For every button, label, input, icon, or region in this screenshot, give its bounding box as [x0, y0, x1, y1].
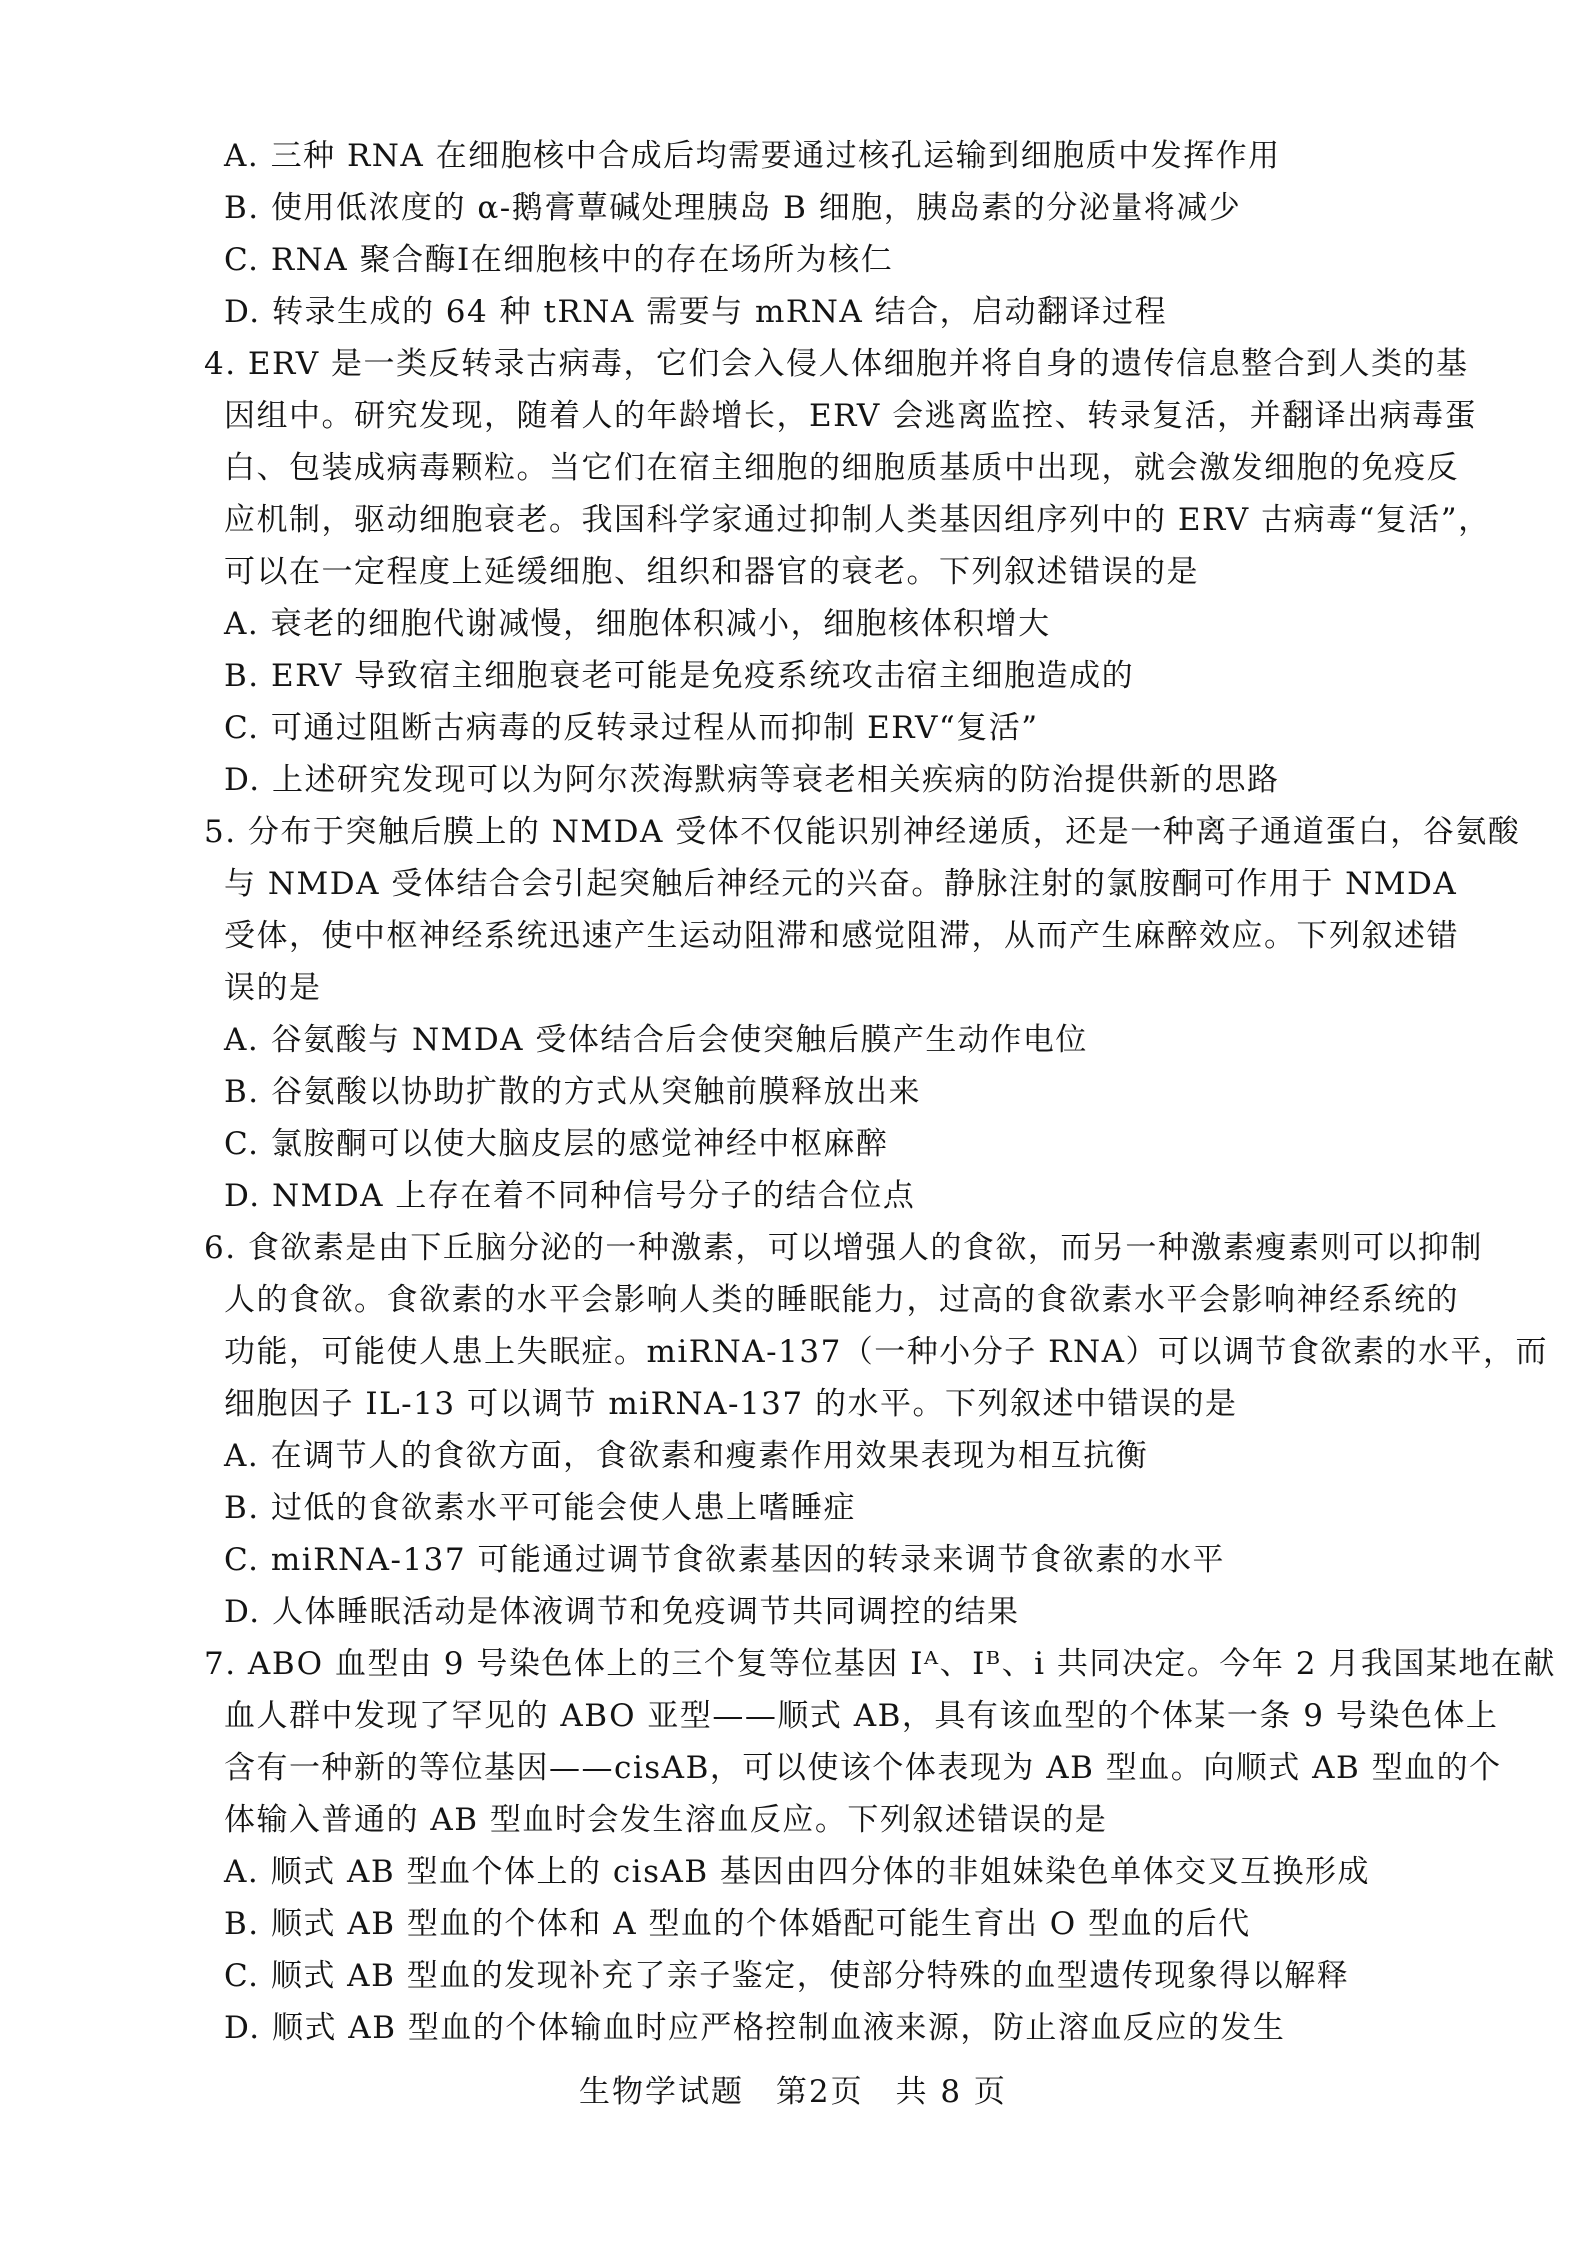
q4-stem-line: 可以在一定程度上延缓细胞、组织和器官的衰老。下列叙述错误的是: [224, 554, 1199, 590]
q6-stem-line: 细胞因子 IL-13 可以调节 miRNA-137 的水平。下列叙述中错误的是: [224, 1386, 1238, 1422]
q7-stem-line: 体输入普通的 AB 型血时会发生溶血反应。下列叙述错误的是: [224, 1802, 1108, 1838]
q4-stem-line: 4. ERV 是一类反转录古病毒，它们会入侵人体细胞并将自身的遗传信息整合到人类的基: [204, 346, 1469, 382]
q4-option-b: B. ERV 导致宿主细胞衰老可能是免疫系统攻击宿主细胞造成的: [224, 658, 1135, 694]
q5-option-b: B. 谷氨酸以协助扩散的方式从突触前膜释放出来: [224, 1074, 921, 1110]
q7-stem-line: 含有一种新的等位基因——cisAB，可以使该个体表现为 AB 型血。向顺式 AB 型血的个: [224, 1750, 1502, 1786]
q5-stem-line: 误的是: [224, 970, 322, 1006]
q4-option-c: C. 可通过阻断古病毒的反转录过程从而抑制 ERV“复活”: [224, 710, 1039, 746]
q4-stem-line: 因组中。研究发现，随着人的年龄增长，ERV 会逃离监控、转录复活，并翻译出病毒蛋: [224, 398, 1478, 434]
q6-stem-line: 人的食欲。食欲素的水平会影响人类的睡眠能力，过高的食欲素水平会影响神经系统的: [224, 1282, 1459, 1318]
q3-option-b: B. 使用低浓度的 α-鹅膏蕈碱处理胰岛 B 细胞，胰岛素的分泌量将减少: [224, 190, 1242, 226]
q7-option-b: B. 顺式 AB 型血的个体和 A 型血的个体婚配可能生育出 O 型血的后代: [224, 1906, 1251, 1942]
q4-option-a: A. 衰老的细胞代谢减慢，细胞体积减小，细胞核体积增大: [224, 606, 1051, 642]
q6-option-b: B. 过低的食欲素水平可能会使人患上嗜睡症: [224, 1490, 856, 1526]
q4-stem-line: 白、包装成病毒颗粒。当它们在宿主细胞的细胞质基质中出现，就会激发细胞的免疫反: [224, 450, 1459, 486]
page-footer: [0, 2066, 1586, 2111]
q3-option-a: A. 三种 RNA 在细胞核中合成后均需要通过核孔运输到细胞质中发挥作用: [224, 138, 1281, 174]
q5-option-d: D. NMDA 上存在着不同种信号分子的结合位点: [224, 1178, 916, 1214]
q6-option-d: D. 人体睡眠活动是体液调节和免疫调节共同调控的结果: [224, 1594, 1020, 1630]
q6-option-a: A. 在调节人的食欲方面，食欲素和瘦素作用效果表现为相互抗衡: [224, 1438, 1149, 1474]
q3-option-c: C. RNA 聚合酶Ⅰ在细胞核中的存在场所为核仁: [224, 242, 894, 278]
q5-stem-line: 受体，使中枢神经系统迅速产生运动阻滞和感觉阻滞，从而产生麻醉效应。下列叙述错: [224, 918, 1459, 954]
q5-option-c: C. 氯胺酮可以使大脑皮层的感觉神经中枢麻醉: [224, 1126, 889, 1162]
q6-stem-line: 功能，可能使人患上失眠症。miRNA-137（一种小分子 RNA）可以调节食欲素的水平，而: [224, 1334, 1549, 1370]
q7-option-a: A. 顺式 AB 型血个体上的 cisAB 基因由四分体的非姐妹染色单体交叉互换形成: [224, 1854, 1371, 1890]
footer-total-pages: 共 8 页: [895, 2074, 1007, 2110]
q7-option-d: D. 顺式 AB 型血的个体输血时应严格控制血液来源，防止溶血反应的发生: [224, 2010, 1286, 2046]
q7-stem-line: 血人群中发现了罕见的 ABO 亚型——顺式 AB，具有该血型的个体某一条 9 号染色体上: [224, 1698, 1499, 1734]
q6-stem-line: 6. 食欲素是由下丘脑分泌的一种激素，可以增强人的食欲，而另一种激素瘦素则可以抑制: [204, 1230, 1483, 1266]
q7-stem-line: 7. ABO 血型由 9 号染色体上的三个复等位基因 Iᴬ、Iᴮ、i 共同决定。今年 2 月我国某地在献: [204, 1646, 1556, 1682]
q5-stem-line: 5. 分布于突触后膜上的 NMDA 受体不仅能识别神经递质，还是一种离子通道蛋白，谷氨酸: [204, 814, 1521, 850]
q5-stem-line: 与 NMDA 受体结合会引起突触后神经元的兴奋。静脉注射的氯胺酮可作用于 NMDA: [224, 866, 1458, 902]
q7-option-c: C. 顺式 AB 型血的发现补充了亲子鉴定，使部分特殊的血型遗传现象得以解释: [224, 1958, 1350, 1994]
q3-option-d: D. 转录生成的 64 种 tRNA 需要与 mRNA 结合，启动翻译过程: [224, 294, 1168, 330]
q5-option-a: A. 谷氨酸与 NMDA 受体结合后会使突触后膜产生动作电位: [224, 1022, 1088, 1058]
footer-page-number: 第2页: [775, 2074, 864, 2110]
q4-option-d: D. 上述研究发现可以为阿尔茨海默病等衰老相关疾病的防治提供新的思路: [224, 762, 1280, 798]
footer-subject: 生物学试题: [579, 2074, 745, 2110]
q4-stem-line: 应机制，驱动细胞衰老。我国科学家通过抑制人类基因组序列中的 ERV 古病毒“复活”，: [224, 502, 1491, 538]
q6-option-c: C. miRNA-137 可能通过调节食欲素基因的转录来调节食欲素的水平: [224, 1542, 1225, 1578]
